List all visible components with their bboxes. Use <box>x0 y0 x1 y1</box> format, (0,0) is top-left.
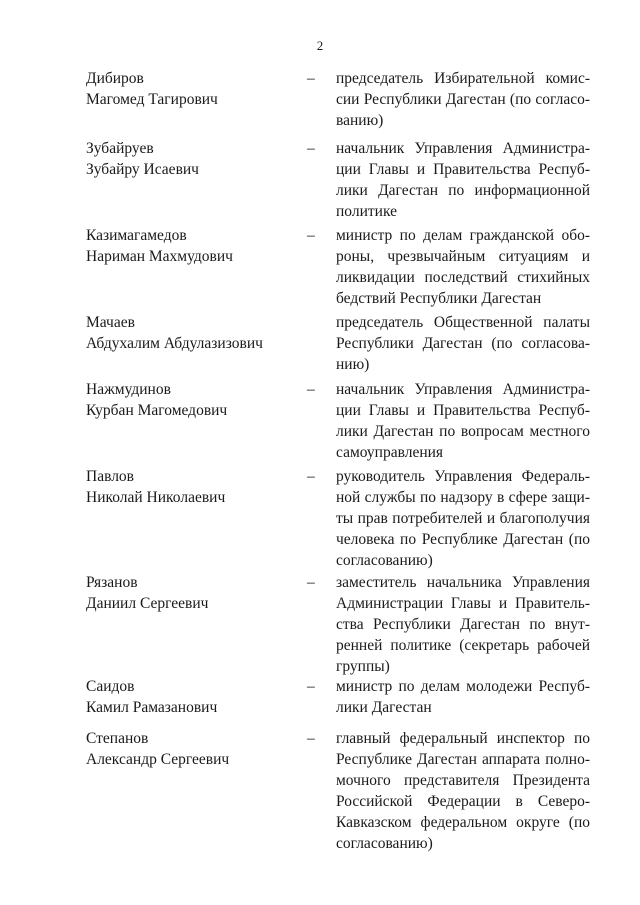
position-line: группы) <box>336 658 390 675</box>
position-line: сии Республики Дагестан (по согласо- <box>336 91 590 108</box>
position-line: лики Дагестан по информационной <box>336 182 590 199</box>
position-line: ванию) <box>336 112 384 129</box>
member-position <box>336 466 590 571</box>
position-line: нию) <box>336 356 370 373</box>
position-line: ции Главы и Правительства Респуб- <box>336 402 590 419</box>
member-position <box>336 138 590 222</box>
position-line: лики Дагестан по вопросам местного <box>336 423 590 440</box>
member-position <box>336 728 590 854</box>
position-line: ства Республики Дагестан по внут- <box>336 616 590 633</box>
member-name <box>86 312 306 354</box>
member-position <box>336 572 590 677</box>
position-line: ной службы по надзору в сфере защи- <box>336 489 590 506</box>
position-line: Кавказском федеральном округе (по <box>336 814 590 831</box>
member-given-names: Камил Рамазанович <box>86 699 218 716</box>
member-given-names: Даниил Сергеевич <box>86 595 209 612</box>
page-number: 2 <box>316 38 324 53</box>
member-given-names: Курбан Магомедович <box>86 402 228 419</box>
member-given-names: Николай Николаевич <box>86 489 226 506</box>
member-surname: Саидов <box>86 678 135 695</box>
separator-dash: – <box>307 227 315 244</box>
separator-dash: – <box>307 730 315 747</box>
member-position <box>336 225 590 309</box>
position-line: согласованию) <box>336 552 433 569</box>
position-line: Республике Дагестан аппарата полно- <box>336 751 590 768</box>
separator-dash: – <box>307 140 315 157</box>
position-line: самоуправления <box>336 444 444 461</box>
member-surname: Мачаев <box>86 314 135 331</box>
member-surname: Дибиров <box>86 70 144 87</box>
separator-dash: – <box>307 381 315 398</box>
position-line: министр по делам молодежи Респуб- <box>336 678 590 695</box>
member-name <box>86 138 306 180</box>
separator-dash: – <box>307 70 315 87</box>
member-surname: Степанов <box>86 730 149 747</box>
position-line: роны, чрезвычайным ситуациям и <box>336 248 590 265</box>
position-line: Администрации Главы и Правитель- <box>336 595 590 612</box>
position-line: руководитель Управления Федераль- <box>336 468 590 485</box>
position-line: начальник Управления Администра- <box>336 140 590 157</box>
position-line: председатель Избирательной комис- <box>336 70 590 87</box>
member-name <box>86 676 306 718</box>
position-line: мочного представителя Президента <box>336 772 590 789</box>
separator-dash: – <box>307 468 315 485</box>
member-given-names: Магомед Тагирович <box>86 91 218 108</box>
member-name <box>86 68 306 110</box>
member-position <box>336 379 590 463</box>
member-given-names: Нариман Махмудович <box>86 248 233 265</box>
member-given-names: Зубайру Исаевич <box>86 161 199 178</box>
member-position <box>336 312 590 375</box>
position-line: Российской Федерации в Северо- <box>336 793 590 810</box>
position-line: ликвидации последствий стихийных <box>336 269 590 286</box>
member-surname: Павлов <box>86 468 134 485</box>
position-line: ции Главы и Правительства Респуб- <box>336 161 590 178</box>
member-name <box>86 379 306 421</box>
member-position <box>336 676 590 718</box>
member-surname: Нажмудинов <box>86 381 171 398</box>
position-line: человека по Республике Дагестан (по <box>336 531 590 548</box>
member-surname: Рязанов <box>86 574 138 591</box>
position-line: министр по делам гражданской обо- <box>336 227 590 244</box>
member-surname: Зубайруев <box>86 140 154 157</box>
member-name <box>86 466 306 508</box>
position-line: политике <box>336 203 397 220</box>
member-name <box>86 572 306 614</box>
position-line: ты прав потребителей и благополучия <box>336 510 590 527</box>
member-surname: Казимагамедов <box>86 227 187 244</box>
member-position <box>336 68 590 131</box>
member-given-names: Александр Сергеевич <box>86 751 230 768</box>
separator-dash: – <box>307 678 315 695</box>
position-line: главный федеральный инспектор по <box>336 730 590 747</box>
member-given-names: Абдухалим Абдулазизович <box>86 335 263 352</box>
position-line: ренней политике (секретарь рабочей <box>336 637 590 654</box>
separator-dash: – <box>307 574 315 591</box>
position-line: начальник Управления Администра- <box>336 381 590 398</box>
position-line: согласованию) <box>336 835 433 852</box>
position-line: бедствий Республики Дагестан <box>336 290 542 307</box>
member-name <box>86 225 306 267</box>
position-line: лики Дагестан <box>336 699 432 716</box>
position-line: председатель Общественной палаты <box>336 314 590 331</box>
position-line: Республики Дагестан (по согласова- <box>336 335 590 352</box>
member-name <box>86 728 306 770</box>
position-line: заместитель начальника Управления <box>336 574 590 591</box>
